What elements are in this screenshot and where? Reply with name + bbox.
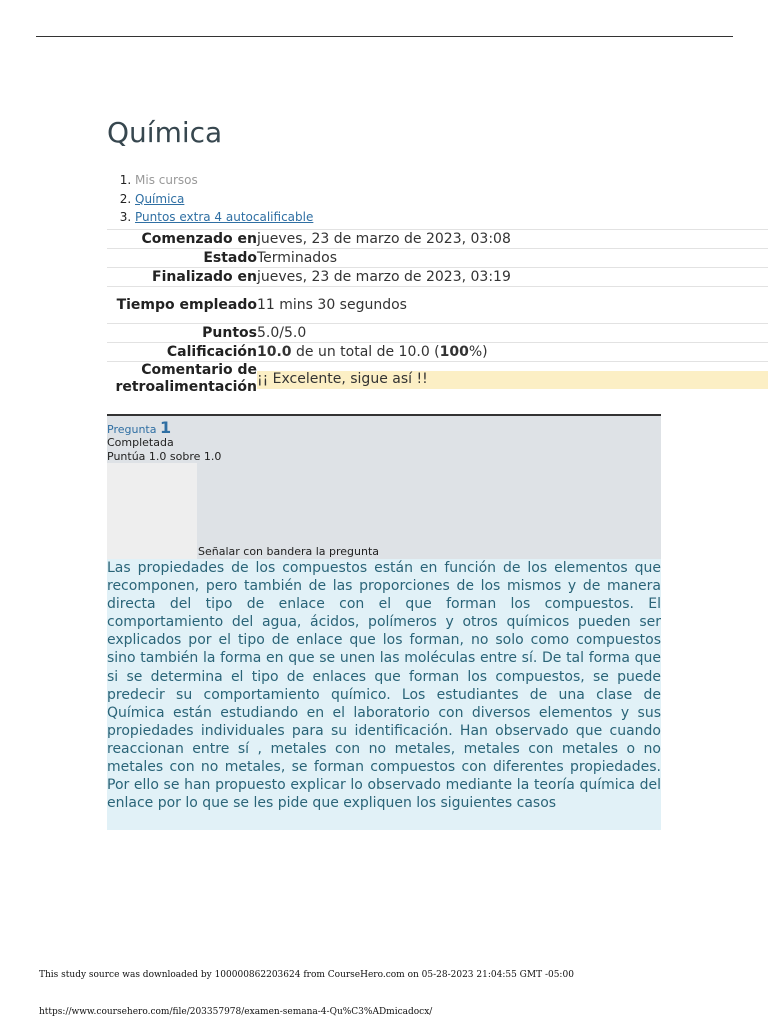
question-text: Las propiedades de los compuestos están en función de los elementos que recomponen, pero también de las proporciones de los mismos y de manera directa del tipo de enlace con el que forman los compuestos. El comportamiento del agua, ácidos, polímeros y otros químicos pueden ser explicados por el tipo de enlace que los forman, no solo como compuestos sino también la forma en que se unen las moléculas entre sí. De tal forma que si se determina el tipo de enlaces que forman los compuestos, se puede predecir su comportamiento químico. Los estudiantes de una clase de Química están estudiando en el laboratorio con diversos elementos y sus propiedades individuales para su identificación. Han observado que cuando reaccionan entre sí , metales con no metales, metales con metales o no metales con no metales, se forman compuestos con diferentes propiedades. Por ello se han propuesto explicar lo observado mediante la teoría química del enlace por lo que se les pide que expliquen los siguientes casos — [107, 559, 661, 830]
summary-row-points — [107, 324, 768, 343]
question-info — [107, 416, 661, 559]
summary-value: Terminados — [257, 249, 768, 268]
page-title: Química — [107, 116, 223, 149]
question-info-blank — [107, 463, 197, 559]
breadcrumb-item-quiz[interactable] — [135, 208, 313, 227]
grade-percent: 100 — [439, 343, 469, 360]
breadcrumb-item-my-courses[interactable] — [135, 171, 313, 190]
summary-value — [257, 343, 768, 362]
question-number — [107, 418, 171, 437]
breadcrumb-link-quiz[interactable]: Puntos extra 4 autocalificable — [135, 210, 314, 224]
question-number-value: 1 — [159, 418, 172, 437]
breadcrumb — [107, 171, 313, 227]
quiz-summary-table — [107, 229, 768, 414]
summary-value: jueves, 23 de marzo de 2023, 03:08 — [257, 230, 768, 249]
summary-label: Finalizado en — [107, 268, 257, 287]
summary-label: Comenzado en — [107, 230, 257, 249]
breadcrumb-item-course[interactable] — [135, 190, 313, 209]
grade-total: de un total de 10.0 ( — [291, 343, 440, 360]
flag-question-link[interactable]: Señalar con bandera la pregunta — [198, 545, 380, 558]
summary-row-grade — [107, 343, 768, 362]
summary-label: Tiempo empleado — [107, 287, 257, 324]
question-label: Pregunta — [107, 423, 157, 436]
summary-row-time — [107, 287, 768, 324]
source-url[interactable]: https://www.coursehero.com/file/203357978/examen-semana-4-Qu%C3%ADmicadocx/ — [39, 1007, 433, 1017]
download-source-note: This study source was downloaded by 100000862203624 from CourseHero.com on 05-28-2023 21:04:55 GMT -05:00 — [39, 970, 574, 980]
summary-value: 5.0/5.0 — [257, 324, 768, 343]
question-state: Completada — [107, 436, 174, 449]
summary-row-started — [107, 230, 768, 249]
summary-row-feedback — [107, 362, 768, 415]
question-grade: Puntúa 1.0 sobre 1.0 — [107, 450, 222, 463]
grade-percent-suffix: %) — [468, 343, 488, 360]
summary-label: Comentario de retroalimentación — [107, 362, 257, 415]
top-divider — [36, 36, 733, 37]
summary-label: Puntos — [107, 324, 257, 343]
breadcrumb-link-course[interactable]: Química — [135, 191, 185, 206]
grade-score: 10.0 — [257, 343, 292, 360]
summary-label: Calificación — [107, 343, 257, 362]
breadcrumb-label[interactable]: Mis cursos — [135, 173, 198, 187]
summary-row-state — [107, 249, 768, 268]
summary-value: jueves, 23 de marzo de 2023, 03:19 — [257, 268, 768, 287]
summary-row-finished — [107, 268, 768, 287]
feedback-text: ¡¡ Excelente, sigue así !! — [257, 371, 768, 389]
summary-value — [257, 362, 768, 415]
summary-label: Estado — [107, 249, 257, 268]
summary-value: 11 mins 30 segundos — [257, 287, 768, 324]
